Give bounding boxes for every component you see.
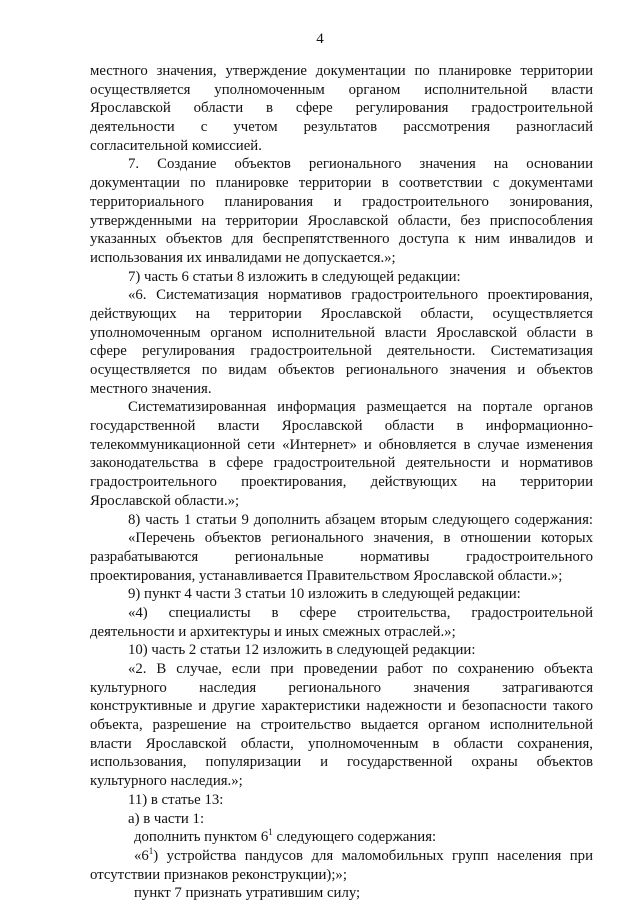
text-line-content: сфере регулирования градостроительной деятельности. Систематизация bbox=[90, 343, 593, 360]
text-line-content: местного значения, утверждение документации по планировке территории bbox=[90, 63, 593, 79]
text-line bbox=[90, 361, 593, 380]
text-line-content: культурного наследия.»; bbox=[90, 773, 243, 790]
text-line bbox=[90, 735, 593, 754]
text-line-content: «2. В случае, если при проведении работ по сохранению объекта bbox=[128, 661, 593, 677]
superscript: 1 bbox=[148, 846, 154, 856]
text-line bbox=[90, 866, 593, 885]
text-line-content: 7) часть 6 статьи 8 изложить в следующей редакции: bbox=[128, 268, 461, 285]
text-line-content: деятельности и архитектуры и иных смежных отраслей.»; bbox=[90, 623, 456, 640]
text-line bbox=[90, 716, 593, 735]
text-line bbox=[90, 324, 593, 343]
superscript: 1 bbox=[268, 828, 273, 838]
text-line bbox=[90, 305, 593, 324]
text-line bbox=[90, 99, 593, 118]
text-line-content: местного значения. bbox=[90, 380, 212, 397]
text-line-content: указанных объектов для беспрепятственного доступа к ним инвалидов и bbox=[90, 231, 593, 248]
text-line bbox=[90, 174, 593, 193]
text-line-content: 11) в статье 13: bbox=[128, 791, 224, 808]
text-line bbox=[90, 81, 593, 100]
text-line-content: пункт 7 признать утратившим силу; bbox=[134, 885, 361, 902]
text-line-content: проектирования, устанавливается Правительством Ярославской области.»; bbox=[90, 567, 563, 584]
text-line-content: уполномоченным органом исполнительной власти Ярославской области в bbox=[90, 324, 593, 341]
text-line-content: Систематизированная информация размещается на портале органов bbox=[128, 399, 593, 416]
text-line bbox=[90, 342, 593, 361]
text-line bbox=[90, 529, 593, 548]
text-line-content: согласительной комиссией. bbox=[90, 137, 262, 154]
text-line bbox=[90, 436, 593, 455]
text-line bbox=[90, 454, 593, 473]
text-line-content: Ярославской области.»; bbox=[90, 492, 240, 509]
text-line bbox=[90, 62, 593, 81]
text-line bbox=[90, 847, 593, 866]
text-line bbox=[90, 268, 593, 287]
text-line bbox=[90, 286, 593, 305]
text-line bbox=[90, 641, 593, 660]
text-line bbox=[90, 810, 593, 829]
text-line-content: «6. Систематизация нормативов градостроительного проектирования, bbox=[128, 287, 593, 304]
text-line bbox=[90, 567, 593, 586]
text-line bbox=[90, 548, 593, 567]
text-line bbox=[90, 753, 593, 772]
text-line bbox=[90, 884, 593, 903]
text-line-content: а) в части 1: bbox=[128, 810, 205, 827]
text-line-content: использования их инвалидами не допускается.»; bbox=[90, 249, 396, 266]
text-line-content: культурного наследия регионального значения затрагиваются bbox=[90, 679, 593, 696]
text-line bbox=[90, 660, 593, 679]
text-line-content: власти Ярославской области, уполномоченным в области сохранения, bbox=[90, 735, 593, 752]
text-line bbox=[90, 679, 593, 698]
text-line-content: утвержденными на территории Ярославской области, без приспособления bbox=[90, 212, 593, 229]
text-line-content: использования, популяризации и государственной охраны объектов bbox=[90, 754, 593, 771]
text-line-content: 7. Создание объектов регионального значения на основании bbox=[128, 156, 593, 173]
text-line bbox=[90, 193, 593, 212]
text-line bbox=[90, 249, 593, 268]
text-line bbox=[90, 155, 593, 174]
text-line-content: «4) специалисты в сфере строительства, градостроительной bbox=[128, 604, 593, 621]
text-line-content: «6 bbox=[134, 847, 149, 864]
text-line-content: градостроительного проектирования, действующих на территории bbox=[90, 474, 593, 491]
text-line-content: государственной власти Ярославской области в информационно- bbox=[90, 418, 593, 435]
text-line bbox=[90, 511, 593, 530]
text-line-content: 10) часть 2 статьи 12 изложить в следующей редакции: bbox=[128, 642, 476, 659]
text-line-content: «Перечень объектов регионального значения, в отношении которых bbox=[128, 530, 593, 547]
text-line-content: разрабатываются региональные нормативы градостроительного bbox=[90, 548, 593, 565]
text-line-content: действующих на территории Ярославской области, осуществляется bbox=[90, 305, 593, 322]
text-line bbox=[90, 623, 593, 642]
text-line-content: конструктивные и другие характеристики надежности и безопасности такого bbox=[90, 698, 593, 715]
text-line-content: деятельности с учетом результатов рассмотрения разногласий bbox=[90, 119, 593, 136]
text-line bbox=[90, 230, 593, 249]
text-line-content: дополнить пунктом 6 bbox=[134, 829, 269, 846]
text-line-content: документации по планировке территории в соответствии с документами bbox=[90, 175, 593, 192]
text-line bbox=[90, 604, 593, 623]
document-body bbox=[90, 62, 593, 903]
text-line-continuation: ) устройства пандусов для маломобильных групп населения при bbox=[153, 847, 593, 864]
text-line bbox=[90, 585, 593, 604]
text-line-content: территориального планирования и градостроительного зонирования, bbox=[90, 193, 593, 210]
page-number: 4 bbox=[316, 31, 324, 47]
text-line bbox=[90, 828, 593, 847]
text-line bbox=[90, 772, 593, 791]
text-line bbox=[90, 697, 593, 716]
text-line bbox=[90, 380, 593, 399]
text-line-content: осуществляется по видам объектов регионального значения и объектов bbox=[90, 362, 593, 378]
text-line-content: 9) пункт 4 части 3 статьи 10 изложить в следующей редакции: bbox=[128, 586, 521, 603]
text-line-continuation: следующего содержания: bbox=[272, 829, 437, 846]
text-line-content: объекта, разрешение на строительство выдается органом исполнительной bbox=[90, 717, 593, 734]
text-line-content: отсутствии признаков реконструкции);»; bbox=[90, 866, 347, 883]
text-line bbox=[90, 398, 593, 417]
text-line-content: Ярославской области в сфере регулирования градостроительной bbox=[90, 100, 593, 117]
text-line bbox=[90, 492, 593, 511]
text-line bbox=[90, 417, 593, 436]
text-line-content: телекоммуникационной сети «Интернет» и обновляется в случае изменения bbox=[90, 436, 593, 453]
text-line-content: законодательства в сфере градостроительной деятельности и нормативов bbox=[90, 455, 593, 472]
text-line bbox=[90, 137, 593, 156]
text-line-content: 8) часть 1 статьи 9 дополнить абзацем вторым следующего содержания: bbox=[128, 511, 593, 528]
text-line-content: осуществляется уполномоченным органом исполнительной власти bbox=[90, 81, 593, 98]
text-line bbox=[90, 791, 593, 810]
text-line bbox=[90, 473, 593, 492]
text-line bbox=[90, 212, 593, 231]
text-line bbox=[90, 118, 593, 137]
